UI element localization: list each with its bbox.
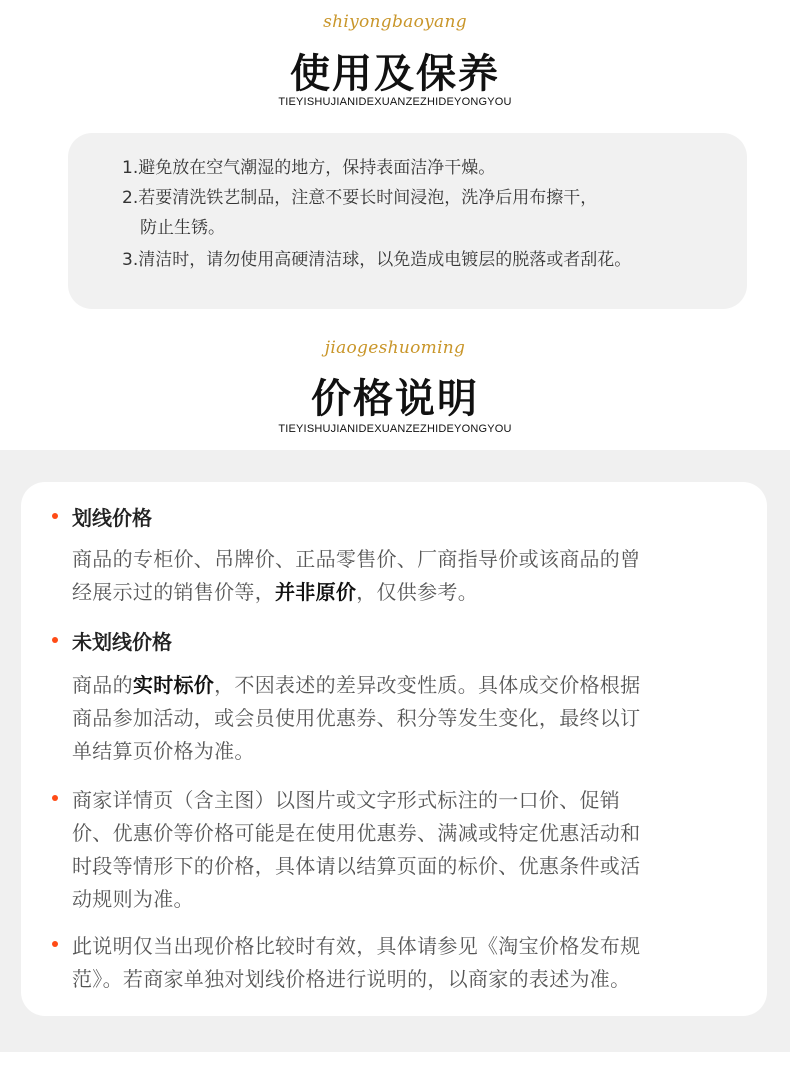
merchant-detail-text-4: 动规则为准。 — [72, 887, 194, 911]
merchant-detail-text-3: 时段等情形下的价格，具体请以结算页面的标价、优惠条件或活 — [72, 854, 641, 878]
merchant-detail-text-2: 价、优惠价等价格可能是在使用优惠券、满减或特定优惠活动和 — [72, 821, 641, 845]
care-title: 使用及保养 — [290, 50, 500, 97]
non-strikethrough-price-heading: 未划线价格 — [72, 630, 172, 654]
emphasis-not-original-price: 并非原价 — [275, 580, 357, 604]
bullet-dot-icon — [52, 637, 58, 643]
strikethrough-price-heading: 划线价格 — [72, 506, 152, 530]
bullet-dot-icon — [52, 941, 58, 947]
bullet-dot-icon — [52, 795, 58, 801]
emphasis-realtime-price: 实时标价 — [132, 673, 215, 697]
non-strikethrough-price-text-3: 单结算页价格为准。 — [72, 739, 255, 763]
text-span: 商品的 — [72, 673, 133, 697]
non-strikethrough-price-text-1 — [72, 669, 640, 698]
strikethrough-price-text-1: 商品的专柜价、吊牌价、正品零售价、厂商指导价或该商品的曾 — [72, 547, 641, 571]
merchant-detail-text-1: 商家详情页（含主图）以图片或文字形式标注的一口价、促销 — [72, 788, 621, 812]
care-line-2-cont: 防止生锈。 — [140, 218, 225, 238]
care-script-title: shiyongbaoyang — [323, 12, 467, 32]
price-title: 价格说明 — [311, 375, 479, 422]
care-line-1: 1.避免放在空气潮湿的地方，保持表面洁净干燥。 — [122, 158, 496, 178]
non-strikethrough-price-text-2: 商品参加活动，或会员使用优惠券、积分等发生变化，最终以订 — [72, 706, 641, 730]
care-line-3: 3.清洁时，请勿使用高硬清洁球，以免造成电镀层的脱落或者刮花。 — [122, 250, 632, 270]
text-span: ，仅供参考。 — [356, 580, 479, 604]
price-script-title: jiaogeshuoming — [324, 338, 466, 358]
text-span: 经展示过的销售价等， — [72, 580, 275, 604]
strikethrough-price-text-2 — [72, 576, 478, 605]
care-subtitle: TIEYISHUJIANIDEXUANZEZHIDEYONGYOU — [278, 96, 512, 108]
bullet-dot-icon — [52, 513, 58, 519]
text-span: ，不因表述的差异改变性质。具体成交价格根据 — [214, 673, 641, 697]
validity-note-text-2: 范》。若商家单独对划线价格进行说明的，以商家的表述为准。 — [72, 967, 631, 991]
price-subtitle: TIEYISHUJIANIDEXUANZEZHIDEYONGYOU — [278, 423, 512, 435]
validity-note-text-1: 此说明仅当出现价格比较时有效，具体请参见《淘宝价格发布规 — [72, 934, 641, 958]
care-line-2: 2.若要清洗铁艺制品，注意不要长时间浸泡，洗净后用布擦干， — [122, 188, 598, 208]
